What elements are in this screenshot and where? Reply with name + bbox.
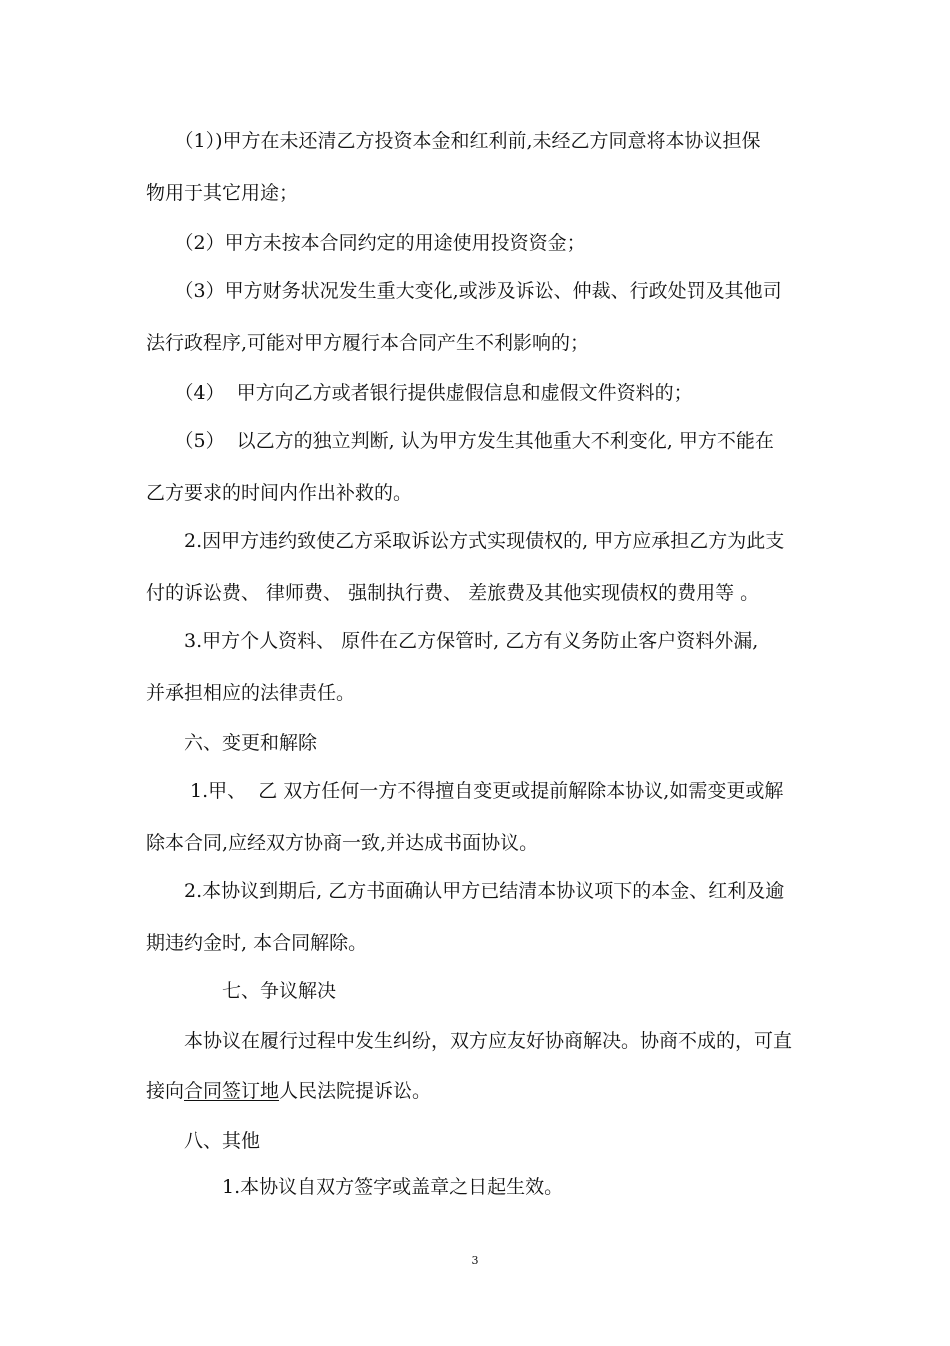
court-line-after: 人民法院提诉讼。 xyxy=(279,1080,432,1102)
paragraph-line: 2.因甲方违约致使乙方采取诉讼方式实现债权的, 甲方应承担乙方为此支 xyxy=(146,530,785,552)
paragraph-line: （1）)甲方在未还清乙方投资本金和红利前,未经乙方同意将本协议担保 xyxy=(146,130,761,152)
paragraph-line: 法行政程序,可能对甲方履行本合同产生不利影响的； xyxy=(146,332,590,354)
paragraph-line: 并承担相应的法律责任。 xyxy=(146,682,356,704)
paragraph-line xyxy=(146,1076,431,1103)
section-heading: 六、变更和解除 xyxy=(146,732,318,754)
paragraph-line: 期违约金时, 本合同解除。 xyxy=(146,932,368,954)
paragraph-line: 2.本协议到期后, 乙方书面确认甲方已结清本协议项下的本金、红利及逾 xyxy=(146,880,785,902)
paragraph-line: 除本合同,应经双方协商一致,并达成书面协议。 xyxy=(146,832,539,854)
paragraph-line: 1.本协议自双方签字或盖章之日起生效。 xyxy=(146,1176,564,1198)
page-number: 3 xyxy=(471,1254,479,1267)
section-heading: 七、争议解决 xyxy=(146,980,337,1002)
contract-signing-place: 合同签订地 xyxy=(184,1080,280,1102)
paragraph-line: 乙方要求的时间内作出补救的。 xyxy=(146,482,413,504)
paragraph-line: （4） 甲方向乙方或者银行提供虚假信息和虚假文件资料的； xyxy=(146,382,693,404)
paragraph-line: 付的诉讼费、 律师费、 强制执行费、 差旅费及其他实现债权的费用等 。 xyxy=(146,582,760,604)
paragraph-line: 1.甲、 乙 双方任何一方不得擅自变更或提前解除本协议,如需变更或解 xyxy=(146,780,784,802)
paragraph-line: 本协议在履行过程中发生纠纷，双方应友好协商解决。协商不成的，可直 xyxy=(146,1030,793,1052)
section-heading: 八、其他 xyxy=(146,1130,261,1152)
paragraph-line: 3.甲方个人资料、 原件在乙方保管时, 乙方有义务防止客户资料外漏, xyxy=(146,630,759,652)
court-line-before: 接向 xyxy=(146,1080,185,1102)
paragraph-line: 物用于其它用途； xyxy=(146,182,299,204)
paragraph-line: （5） 以乙方的独立判断, 认为甲方发生其他重大不利变化, 甲方不能在 xyxy=(146,430,774,452)
paragraph-line: （2）甲方未按本合同约定的用途使用投资资金； xyxy=(146,232,586,254)
paragraph-line: （3）甲方财务状况发生重大变化,或涉及诉讼、仲裁、行政处罚及其他司 xyxy=(146,280,782,302)
